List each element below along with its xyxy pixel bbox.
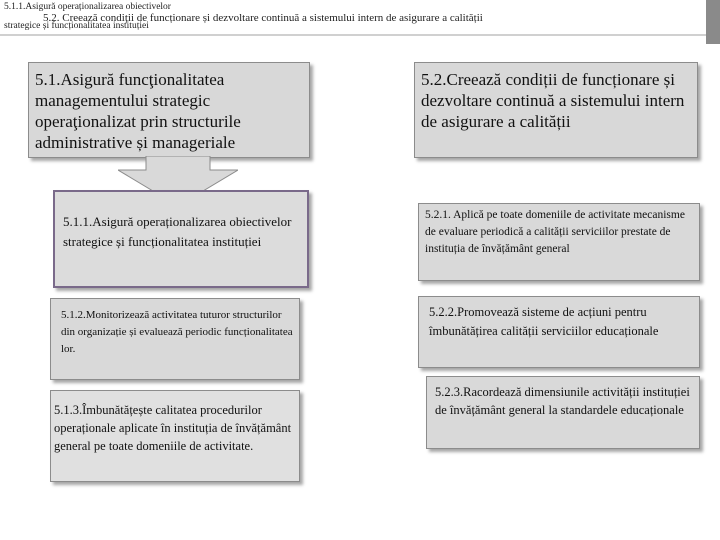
right-heading-box <box>414 62 698 158</box>
right-heading-text: 5.2.Creează condiții de funcționare și dezvoltare continuă a sistemului intern de asigurare a calității <box>421 70 685 131</box>
right-item-2-text: 5.2.2.Promovează sisteme de acțiuni pentru îmbunătățirea calității serviciilor educaționale <box>429 305 659 338</box>
header-line-a: 5.1.1.Asigură operaționalizarea obiectivelor <box>4 2 171 12</box>
left-item-1-text: 5.1.1.Asigură operaționalizarea obiectivelor strategice și funcționalitatea instituției <box>63 214 292 249</box>
header-divider <box>0 34 720 36</box>
left-item-2-box <box>50 298 300 380</box>
left-item-1-box <box>53 190 309 288</box>
right-item-3-box <box>426 376 700 449</box>
left-item-2-text: 5.1.2.Monitorizează activitatea tuturor structurilor din organizație și evaluează periodic funcționalitatea lor. <box>61 309 293 355</box>
left-item-3-text: 5.1.3.Îmbunătățește calitatea procedurilor operaționale aplicate în instituția de învățământ general pe toate domeniile de activitate. <box>54 403 292 453</box>
right-item-3-text: 5.2.3.Racordează dimensiunile activității instituției de învățământ general la standardele educaționale <box>435 385 690 417</box>
right-item-1-box <box>418 203 700 281</box>
corner-accent-bar <box>706 0 720 44</box>
left-heading-text: 5.1.Asigură funcţionalitatea managementului strategic operaţionalizat prin structurile administrative și manageriale <box>35 70 241 152</box>
left-heading-box <box>28 62 310 158</box>
right-item-2-box <box>418 296 700 368</box>
slide-header <box>0 0 720 34</box>
header-line-c: strategice și funcționalitatea instituției <box>4 21 149 31</box>
header-line-b: 5.2. Creează condiții de funcționare și dezvoltare continuă a sistemului intern de asigurare a calității <box>43 12 483 24</box>
left-item-3-box <box>50 390 300 482</box>
right-item-1-text: 5.2.1. Aplică pe toate domeniile de activitate mecanisme de evaluare periodică a calității serviciilor prestate de instituția de învățământ general <box>425 209 685 255</box>
